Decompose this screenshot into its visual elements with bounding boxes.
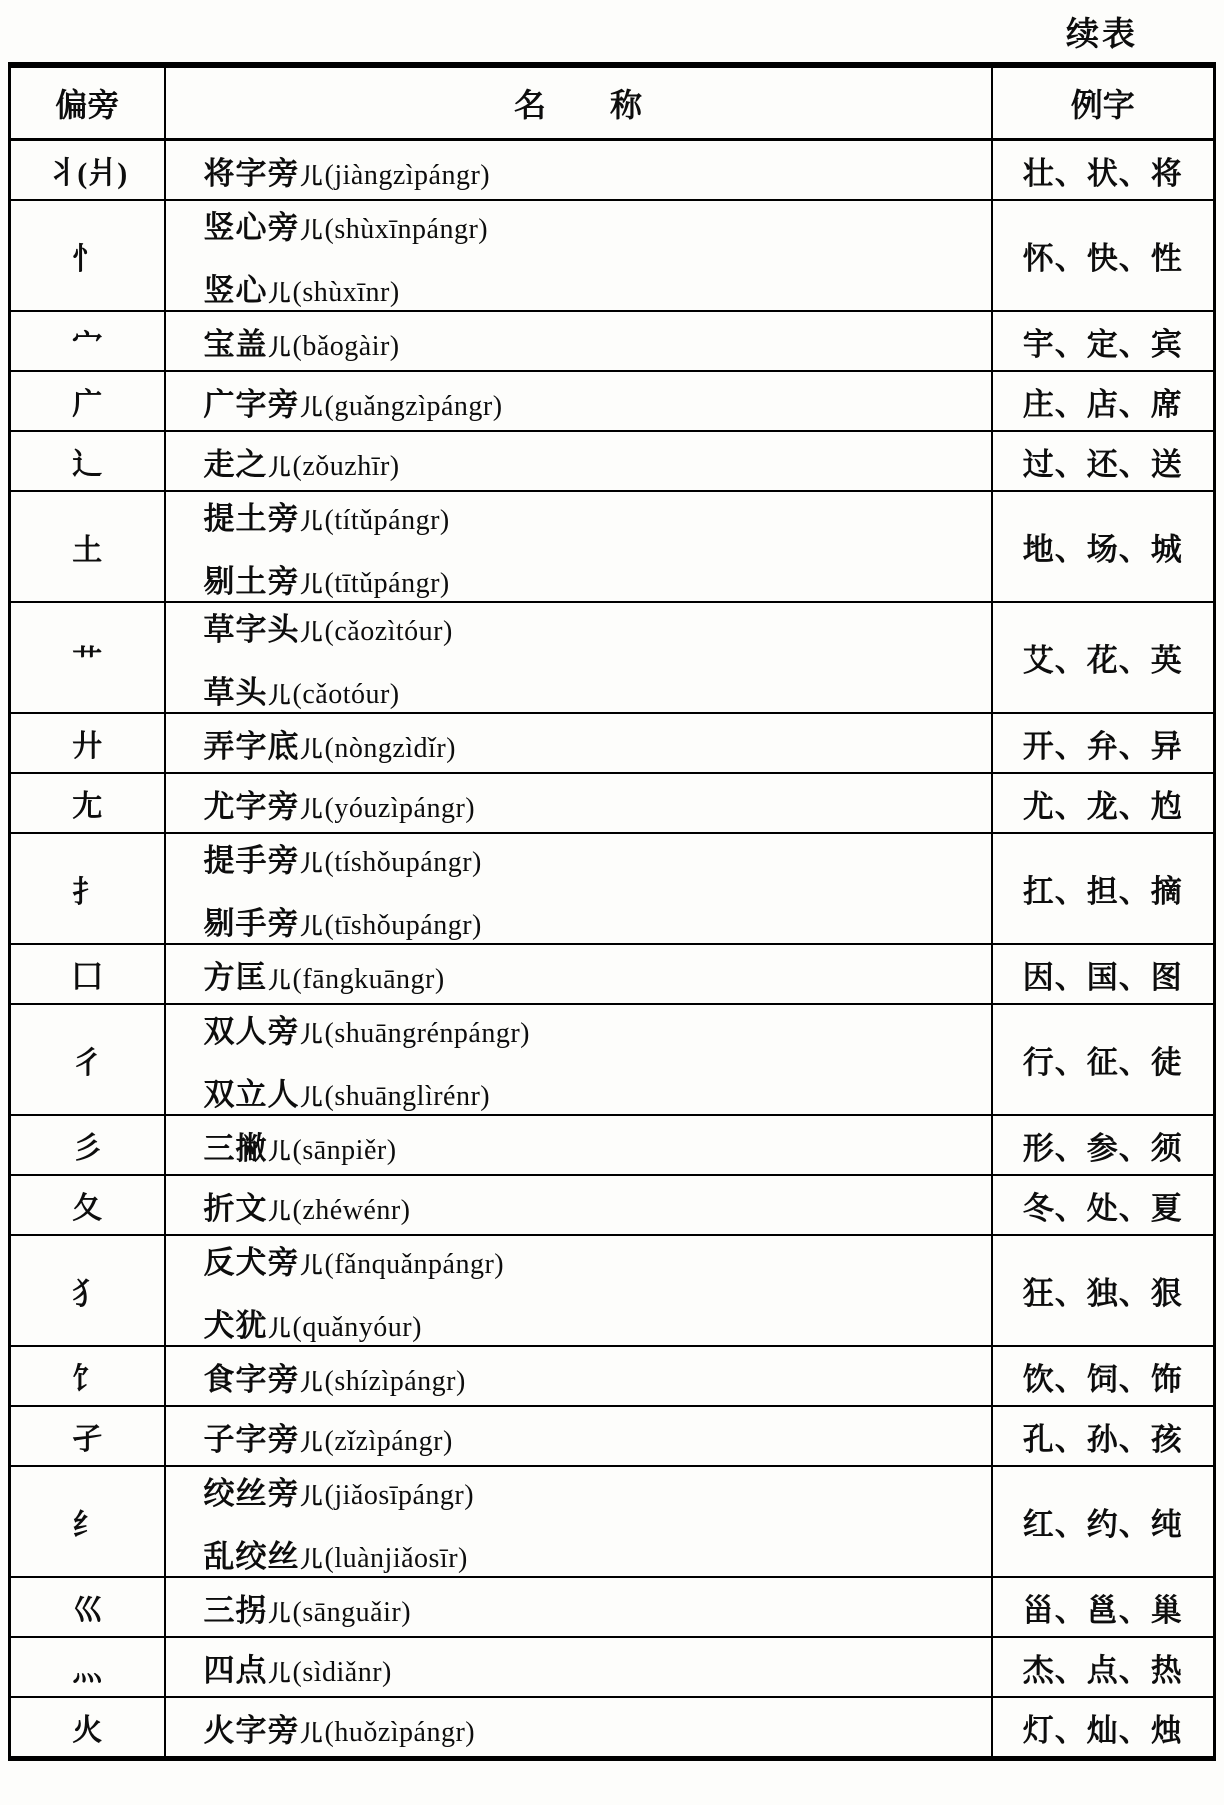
name-lines xyxy=(166,1705,991,1750)
table-row xyxy=(10,833,1215,944)
radical-name-chinese: 草头 xyxy=(203,674,268,710)
name-cell xyxy=(165,1346,992,1406)
radical-name-chinese: 三撇 xyxy=(203,1130,268,1166)
radical-cell: 艹 xyxy=(10,602,165,713)
table-row xyxy=(10,1697,1215,1759)
examples-cell: 狂、独、狠 xyxy=(992,1235,1215,1346)
radical-name-pinyin: (tītǔpángr) xyxy=(324,567,450,599)
examples-cell: 灯、灿、烛 xyxy=(992,1697,1215,1759)
erhua-suffix: 儿 xyxy=(268,454,291,480)
radical-name-pinyin: (shùxīnr) xyxy=(292,276,400,308)
table-row xyxy=(10,1235,1215,1346)
radical-name-pinyin: (tíshǒupángr) xyxy=(324,846,482,878)
erhua-suffix: 儿 xyxy=(268,967,291,993)
radical-name-chinese: 三拐 xyxy=(203,1592,268,1628)
name-lines xyxy=(166,952,991,997)
radical-name-chinese: 食字旁 xyxy=(203,1361,300,1397)
erhua-suffix: 儿 xyxy=(268,682,291,708)
radical-name-pinyin: (nòngzìdǐr) xyxy=(324,732,456,764)
name-line xyxy=(204,148,991,193)
erhua-suffix: 儿 xyxy=(300,217,323,243)
name-cell xyxy=(165,602,992,713)
radical-cell: 巛 xyxy=(10,1577,165,1637)
erhua-suffix: 儿 xyxy=(268,1138,291,1164)
name-lines xyxy=(166,1645,991,1690)
radical-cell: 宀 xyxy=(10,311,165,371)
examples-cell: 甾、邕、巢 xyxy=(992,1577,1215,1637)
table-row xyxy=(10,491,1215,602)
radical-cell: 尢 xyxy=(10,773,165,833)
radical-name-chinese: 乱绞丝 xyxy=(203,1538,300,1574)
radical-name-pinyin: (quǎnyóur) xyxy=(292,1311,422,1343)
name-lines xyxy=(166,319,991,364)
name-cell xyxy=(165,431,992,491)
erhua-suffix: 儿 xyxy=(268,1198,291,1224)
radical-name-chinese: 绞丝旁 xyxy=(203,1475,300,1511)
name-line xyxy=(204,379,991,424)
radical-name-pinyin: (shuāngrénpángr) xyxy=(324,1017,530,1049)
radical-name-pinyin: (sìdiǎnr) xyxy=(292,1656,392,1688)
radical-name-pinyin: (zǐzìpángr) xyxy=(324,1425,453,1457)
radical-cell: 彳 xyxy=(10,1004,165,1115)
name-line xyxy=(204,202,991,247)
erhua-suffix: 儿 xyxy=(300,508,323,534)
examples-cell: 过、还、送 xyxy=(992,431,1215,491)
radical-name-chinese: 犬犹 xyxy=(203,1307,268,1343)
radical-name-chinese: 提土旁 xyxy=(203,500,300,536)
name-line xyxy=(204,604,991,649)
radical-name-pinyin: (tīshǒupángr) xyxy=(324,909,482,941)
radical-name-pinyin: (zǒuzhīr) xyxy=(292,450,400,482)
name-cell xyxy=(165,944,992,1004)
table-row xyxy=(10,944,1215,1004)
erhua-suffix: 儿 xyxy=(300,1546,323,1572)
erhua-suffix: 儿 xyxy=(268,1600,291,1626)
name-lines xyxy=(166,835,991,943)
erhua-suffix: 儿 xyxy=(300,850,323,876)
name-lines xyxy=(166,202,991,310)
radical-name-chinese: 四点 xyxy=(203,1652,268,1688)
table-body xyxy=(10,140,1215,1759)
radical-table xyxy=(8,62,1216,1761)
name-line xyxy=(204,781,991,826)
radical-name-pinyin: (fǎnquǎnpángr) xyxy=(324,1248,505,1280)
name-lines xyxy=(166,1237,991,1345)
radical-name-pinyin: (shuānglìrénr) xyxy=(324,1080,491,1112)
radical-name-chinese: 反犬旁 xyxy=(203,1244,300,1280)
name-line xyxy=(204,1069,991,1114)
name-cell xyxy=(165,1637,992,1697)
erhua-suffix: 儿 xyxy=(300,913,323,939)
examples-cell: 怀、快、性 xyxy=(992,200,1215,311)
name-cell xyxy=(165,140,992,201)
name-lines xyxy=(166,1414,991,1459)
examples-cell: 孔、孙、孩 xyxy=(992,1406,1215,1466)
table-row xyxy=(10,431,1215,491)
radical-name-chinese: 剔土旁 xyxy=(203,563,300,599)
radical-name-chinese: 弄字底 xyxy=(203,728,300,764)
radical-cell: 丬(爿) xyxy=(10,140,165,201)
table-row xyxy=(10,1466,1215,1577)
radical-name-chinese: 竖心 xyxy=(203,272,268,308)
name-lines xyxy=(166,604,991,712)
examples-cell: 庄、店、席 xyxy=(992,371,1215,431)
examples-cell: 扛、担、摘 xyxy=(992,833,1215,944)
erhua-suffix: 儿 xyxy=(268,1315,291,1341)
header-radical-column: 偏旁 xyxy=(10,65,165,140)
name-line xyxy=(204,1123,991,1168)
name-line xyxy=(204,319,991,364)
name-cell xyxy=(165,1466,992,1577)
erhua-suffix: 儿 xyxy=(268,334,291,360)
table-row xyxy=(10,1637,1215,1697)
radical-name-chinese: 子字旁 xyxy=(203,1421,300,1457)
erhua-suffix: 儿 xyxy=(300,1369,323,1395)
name-lines xyxy=(166,1123,991,1168)
examples-cell: 冬、处、夏 xyxy=(992,1175,1215,1235)
name-cell xyxy=(165,1235,992,1346)
table-row xyxy=(10,713,1215,773)
erhua-suffix: 儿 xyxy=(300,394,323,420)
table-row xyxy=(10,1175,1215,1235)
radical-name-pinyin: (sānpiěr) xyxy=(292,1134,397,1166)
radical-name-pinyin: (guǎngzìpángr) xyxy=(324,390,503,422)
radical-name-pinyin: (shízìpángr) xyxy=(324,1365,466,1397)
radical-name-pinyin: (sānguǎir) xyxy=(292,1596,412,1628)
name-line xyxy=(204,667,991,712)
radical-cell: 孑 xyxy=(10,1406,165,1466)
examples-cell: 饮、饲、饰 xyxy=(992,1346,1215,1406)
name-line xyxy=(204,1006,991,1051)
name-line xyxy=(204,1354,991,1399)
erhua-suffix: 儿 xyxy=(300,1021,323,1047)
radical-name-chinese: 将字旁 xyxy=(203,155,300,191)
name-lines xyxy=(166,439,991,484)
radical-cell: 辶 xyxy=(10,431,165,491)
examples-cell: 地、场、城 xyxy=(992,491,1215,602)
name-cell xyxy=(165,200,992,311)
name-cell xyxy=(165,1115,992,1175)
name-cell xyxy=(165,1577,992,1637)
erhua-suffix: 儿 xyxy=(268,280,291,306)
table-header-row xyxy=(10,65,1215,140)
name-cell xyxy=(165,1175,992,1235)
radical-name-chinese: 方匡 xyxy=(203,959,268,995)
radical-name-pinyin: (jiǎosīpángr) xyxy=(324,1479,475,1511)
name-line xyxy=(204,1468,991,1513)
name-lines xyxy=(166,148,991,193)
name-line xyxy=(204,721,991,766)
radical-name-pinyin: (luànjiǎosīr) xyxy=(324,1542,468,1574)
radical-name-chinese: 广字旁 xyxy=(203,386,300,422)
name-cell xyxy=(165,491,992,602)
table-row xyxy=(10,1406,1215,1466)
header-examples-column: 例字 xyxy=(992,65,1215,140)
erhua-suffix: 儿 xyxy=(268,1660,291,1686)
radical-name-pinyin: (shùxīnpángr) xyxy=(324,213,489,245)
name-line xyxy=(204,265,991,310)
radical-name-chinese: 宝盖 xyxy=(203,326,268,362)
examples-cell: 杰、点、热 xyxy=(992,1637,1215,1697)
examples-cell: 艾、花、英 xyxy=(992,602,1215,713)
name-cell xyxy=(165,1697,992,1759)
name-cell xyxy=(165,833,992,944)
radical-cell: 扌 xyxy=(10,833,165,944)
erhua-suffix: 儿 xyxy=(300,571,323,597)
radical-cell: 夂 xyxy=(10,1175,165,1235)
name-line xyxy=(204,1585,991,1630)
name-line xyxy=(204,1300,991,1345)
examples-cell: 形、参、须 xyxy=(992,1115,1215,1175)
erhua-suffix: 儿 xyxy=(300,1483,323,1509)
erhua-suffix: 儿 xyxy=(300,1084,323,1110)
table-row xyxy=(10,371,1215,431)
name-line xyxy=(204,1645,991,1690)
radical-name-pinyin: (títǔpángr) xyxy=(324,504,450,536)
radical-cell: 囗 xyxy=(10,944,165,1004)
radical-cell: 犭 xyxy=(10,1235,165,1346)
name-cell xyxy=(165,371,992,431)
name-lines xyxy=(166,1006,991,1114)
name-line xyxy=(204,1414,991,1459)
radical-name-chinese: 竖心旁 xyxy=(203,209,300,245)
name-lines xyxy=(166,379,991,424)
erhua-suffix: 儿 xyxy=(300,1429,323,1455)
radical-name-chinese: 双立人 xyxy=(203,1076,300,1112)
continued-table-label: 续表 xyxy=(1066,17,1138,53)
examples-cell: 开、弁、异 xyxy=(992,713,1215,773)
radical-name-chinese: 提手旁 xyxy=(203,842,300,878)
name-cell xyxy=(165,1004,992,1115)
name-lines xyxy=(166,1183,991,1228)
erhua-suffix: 儿 xyxy=(300,1720,323,1746)
examples-cell: 宇、定、宾 xyxy=(992,311,1215,371)
radical-name-pinyin: (fāngkuāngr) xyxy=(292,963,445,995)
name-lines xyxy=(166,493,991,601)
name-line xyxy=(204,439,991,484)
table-row xyxy=(10,311,1215,371)
header-name-column: 名 称 xyxy=(165,65,992,140)
radical-name-pinyin: (cǎotóur) xyxy=(292,678,400,710)
radical-cell: 火 xyxy=(10,1697,165,1759)
erhua-suffix: 儿 xyxy=(300,736,323,762)
radical-cell: 廾 xyxy=(10,713,165,773)
radical-name-pinyin: (cǎozìtóur) xyxy=(324,615,453,647)
radical-name-pinyin: (yóuzìpángr) xyxy=(324,792,476,824)
radical-name-chinese: 双人旁 xyxy=(203,1013,300,1049)
name-cell xyxy=(165,713,992,773)
erhua-suffix: 儿 xyxy=(300,619,323,645)
radical-cell: 土 xyxy=(10,491,165,602)
radical-cell: 饣 xyxy=(10,1346,165,1406)
examples-cell: 壮、状、将 xyxy=(992,140,1215,201)
radical-name-pinyin: (jiàngzìpángr) xyxy=(324,159,491,191)
name-line xyxy=(204,1237,991,1282)
name-line xyxy=(204,556,991,601)
radical-name-chinese: 折文 xyxy=(203,1190,268,1226)
name-lines xyxy=(166,1354,991,1399)
name-cell xyxy=(165,1406,992,1466)
radical-cell: 忄 xyxy=(10,200,165,311)
radical-name-chinese: 剔手旁 xyxy=(203,905,300,941)
name-line xyxy=(204,1531,991,1576)
name-lines xyxy=(166,781,991,826)
erhua-suffix: 儿 xyxy=(300,1252,323,1278)
name-line xyxy=(204,493,991,538)
radical-name-chinese: 走之 xyxy=(203,446,268,482)
name-line xyxy=(204,1705,991,1750)
table-row xyxy=(10,140,1215,201)
name-line xyxy=(204,835,991,880)
name-line xyxy=(204,952,991,997)
name-lines xyxy=(166,721,991,766)
radical-cell: 纟 xyxy=(10,1466,165,1577)
name-lines xyxy=(166,1585,991,1630)
name-lines xyxy=(166,1468,991,1576)
name-cell xyxy=(165,773,992,833)
table-row xyxy=(10,1115,1215,1175)
examples-cell: 行、征、徒 xyxy=(992,1004,1215,1115)
radical-name-chinese: 尤字旁 xyxy=(203,788,300,824)
name-line xyxy=(204,1183,991,1228)
radical-cell: 灬 xyxy=(10,1637,165,1697)
radical-name-chinese: 火字旁 xyxy=(203,1712,300,1748)
erhua-suffix: 儿 xyxy=(300,796,323,822)
radical-name-pinyin: (bǎogàir) xyxy=(292,330,400,362)
radical-name-pinyin: (huǒzìpángr) xyxy=(324,1716,476,1748)
examples-cell: 红、约、纯 xyxy=(992,1466,1215,1577)
radical-cell: 彡 xyxy=(10,1115,165,1175)
table-row xyxy=(10,1004,1215,1115)
table-row xyxy=(10,602,1215,713)
radical-name-chinese: 草字头 xyxy=(203,611,300,647)
name-cell xyxy=(165,311,992,371)
erhua-suffix: 儿 xyxy=(300,163,323,189)
table-row xyxy=(10,773,1215,833)
examples-cell: 因、国、图 xyxy=(992,944,1215,1004)
table-row xyxy=(10,1577,1215,1637)
radical-name-pinyin: (zhéwénr) xyxy=(292,1194,411,1226)
name-line xyxy=(204,898,991,943)
radical-cell: 广 xyxy=(10,371,165,431)
table-row xyxy=(10,1346,1215,1406)
table-row xyxy=(10,200,1215,311)
examples-cell: 尤、龙、尥 xyxy=(992,773,1215,833)
